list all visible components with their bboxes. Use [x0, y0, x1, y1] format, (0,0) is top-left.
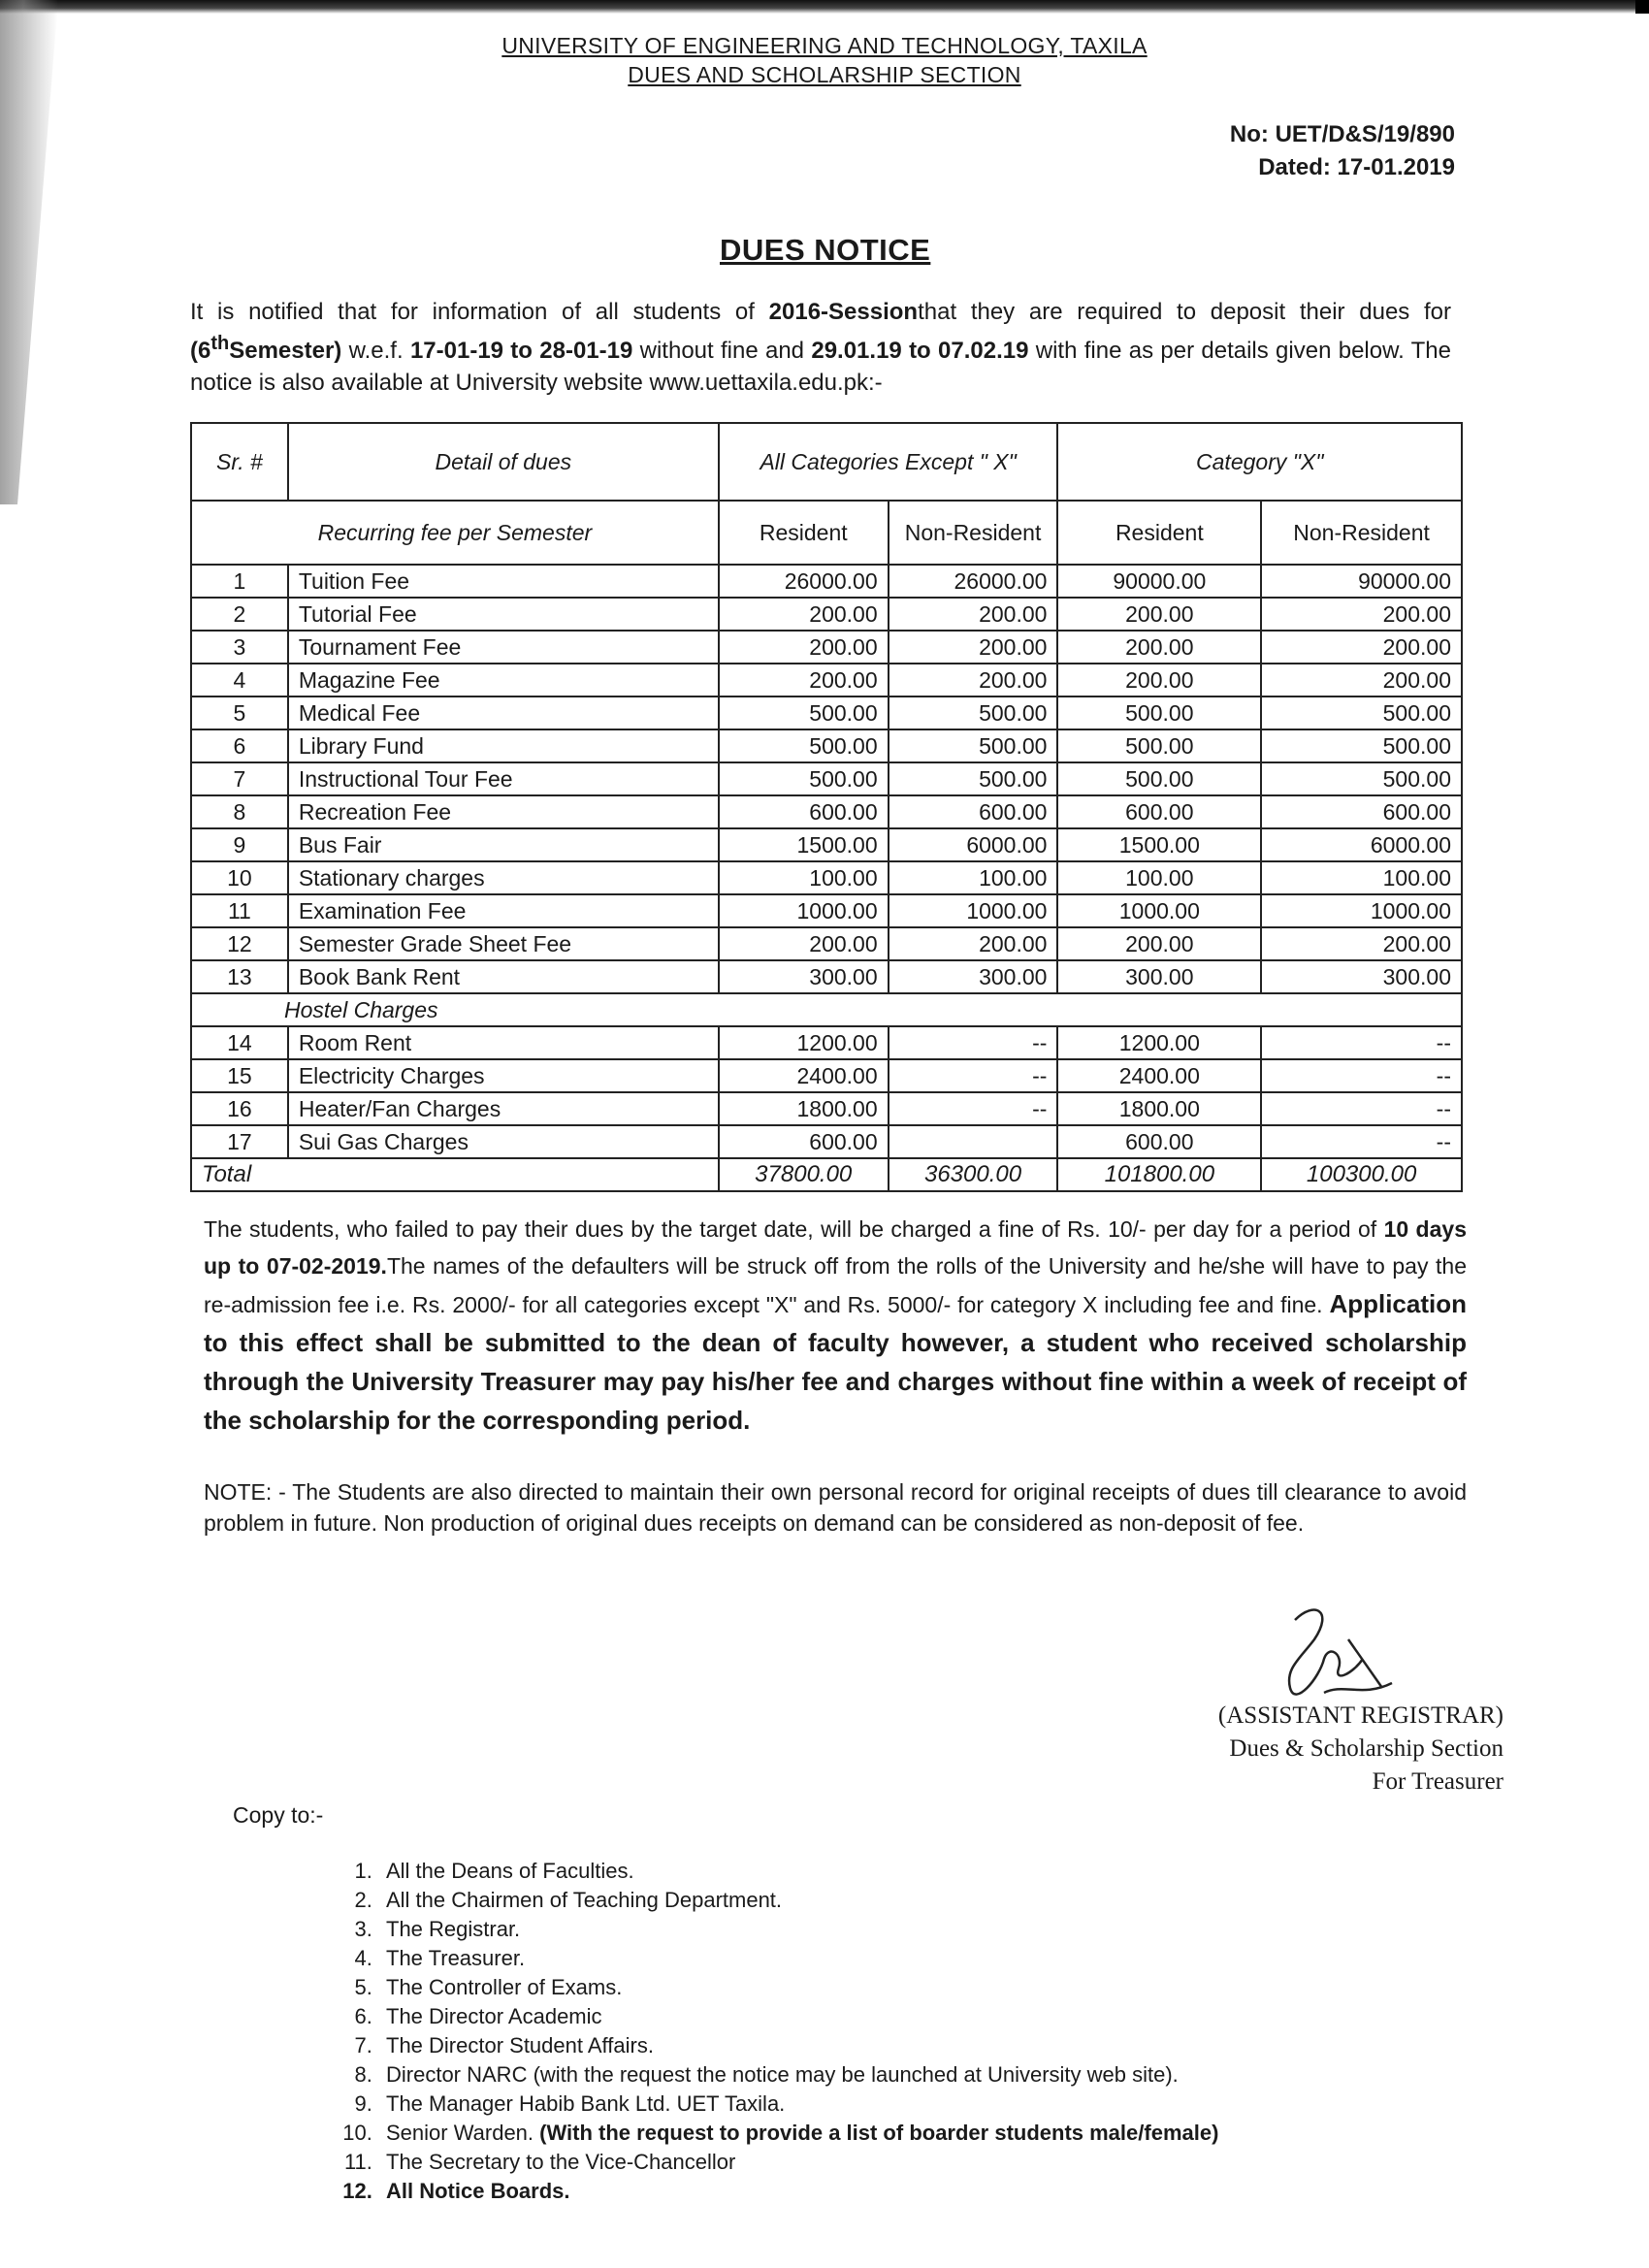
x-non-resident-header: Non-Resident: [1261, 501, 1462, 565]
row-x-resident: 200.00: [1057, 927, 1261, 960]
row-all-resident: 200.00: [719, 664, 889, 697]
row-all-resident: 500.00: [719, 729, 889, 762]
all-resident-header: Resident: [719, 501, 889, 565]
row-all-resident: 1200.00: [719, 1026, 889, 1059]
row-fee-name: Stationary charges: [288, 861, 719, 894]
semester-open: (6: [190, 338, 211, 364]
row-x-resident: 200.00: [1057, 664, 1261, 697]
semester-sup: th: [210, 333, 230, 354]
row-fee-name: Recreation Fee: [288, 795, 719, 828]
copy-item: [378, 2060, 1218, 2090]
row-number: 6: [191, 729, 288, 762]
intro-text: that they are required to deposit their dues for: [918, 299, 1452, 325]
x-resident-header: Resident: [1057, 501, 1261, 565]
row-x-resident: 300.00: [1057, 960, 1261, 993]
row-fee-name: Examination Fee: [288, 894, 719, 927]
copy-item: [378, 2119, 1218, 2148]
row-fee-name: Book Bank Rent: [288, 960, 719, 993]
row-fee-name: Sui Gas Charges: [288, 1125, 719, 1158]
row-x-non-resident: --: [1261, 1026, 1462, 1059]
total-x-non-resident: 100300.00: [1261, 1158, 1462, 1191]
row-x-resident: 500.00: [1057, 762, 1261, 795]
row-all-non-resident: 500.00: [889, 762, 1058, 795]
row-all-non-resident: --: [889, 1059, 1058, 1092]
row-x-non-resident: 500.00: [1261, 729, 1462, 762]
row-fee-name: Heater/Fan Charges: [288, 1092, 719, 1125]
table-row: [191, 631, 1462, 664]
row-all-non-resident: 500.00: [889, 697, 1058, 729]
table-row: [191, 598, 1462, 631]
row-x-non-resident: 500.00: [1261, 762, 1462, 795]
scan-corner-mark: [1635, 0, 1649, 14]
row-x-resident: 1800.00: [1057, 1092, 1261, 1125]
recurring-rows: [191, 565, 1462, 993]
total-row: [191, 1158, 1462, 1191]
table-row: [191, 861, 1462, 894]
copy-item-text: All the Deans of Faculties.: [386, 1859, 634, 1883]
all-non-resident-header: Non-Resident: [889, 501, 1058, 565]
table-row: [191, 565, 1462, 598]
row-number: 2: [191, 598, 288, 631]
period-without-fine: 17-01-19 to 28-01-19: [409, 338, 633, 364]
copy-list: [325, 1857, 1218, 2206]
row-fee-name: Electricity Charges: [288, 1059, 719, 1092]
row-number: 16: [191, 1092, 288, 1125]
table-row: [191, 762, 1462, 795]
row-all-non-resident: 600.00: [889, 795, 1058, 828]
row-all-non-resident: 1000.00: [889, 894, 1058, 927]
copy-item-text: The Registrar.: [386, 1917, 521, 1941]
row-all-resident: 300.00: [719, 960, 889, 993]
row-all-non-resident: 100.00: [889, 861, 1058, 894]
intro-text: with fine as per details given below. The notice is also available at University website www.uettaxila.edu.pk:-: [190, 338, 1451, 396]
row-x-resident: 90000.00: [1057, 565, 1261, 598]
section-name: DUES AND SCHOLARSHIP SECTION: [628, 62, 1021, 87]
row-x-non-resident: --: [1261, 1092, 1462, 1125]
table-row: [191, 927, 1462, 960]
copy-item-text: The Controller of Exams.: [386, 1975, 623, 1999]
row-all-non-resident: 500.00: [889, 729, 1058, 762]
total-label: Total: [191, 1158, 719, 1191]
copy-item-text: The Director Academic: [386, 2004, 602, 2028]
row-number: 10: [191, 861, 288, 894]
row-fee-name: Magazine Fee: [288, 664, 719, 697]
fine-paragraph: [204, 1211, 1467, 1440]
row-number: 3: [191, 631, 288, 664]
copy-item-text: Director NARC (with the request the notice may be launched at University web site).: [386, 2062, 1179, 2087]
scan-top-edge: [0, 0, 1649, 14]
copy-item: [378, 2090, 1218, 2119]
row-x-non-resident: 100.00: [1261, 861, 1462, 894]
row-fee-name: Tournament Fee: [288, 631, 719, 664]
table-row: [191, 1092, 1462, 1125]
row-number: 17: [191, 1125, 288, 1158]
row-all-resident: 1000.00: [719, 894, 889, 927]
signer-block: [1218, 1700, 1504, 1798]
row-fee-name: Tuition Fee: [288, 565, 719, 598]
header-category-x: Category "X": [1057, 423, 1462, 501]
row-x-non-resident: --: [1261, 1059, 1462, 1092]
signer-section: Dues & Scholarship Section: [1229, 1735, 1504, 1762]
recurring-label: Recurring fee per Semester: [191, 501, 719, 565]
note-paragraph: NOTE: - The Students are also directed to maintain their own personal record for original receipts of dues till clearance to avoid problem in future. Non production of original dues receipts on demand can be considered as non-deposit of fee.: [204, 1479, 1467, 1536]
row-all-resident: 2400.00: [719, 1059, 889, 1092]
table-subheader-row: [191, 501, 1462, 565]
row-number: 5: [191, 697, 288, 729]
copy-to-label: Copy to:-: [233, 1802, 324, 1828]
row-all-non-resident: 200.00: [889, 631, 1058, 664]
row-all-resident: 600.00: [719, 795, 889, 828]
row-all-resident: 500.00: [719, 697, 889, 729]
university-name: UNIVERSITY OF ENGINEERING AND TECHNOLOGY, TAXILA: [501, 33, 1148, 58]
row-x-non-resident: 200.00: [1261, 927, 1462, 960]
row-all-resident: 1800.00: [719, 1092, 889, 1125]
table-header-row: [191, 423, 1462, 501]
row-x-non-resident: 1000.00: [1261, 894, 1462, 927]
table-row: [191, 894, 1462, 927]
row-all-resident: 200.00: [719, 598, 889, 631]
row-number: 4: [191, 664, 288, 697]
hostel-section-row: [191, 993, 1462, 1026]
row-x-non-resident: 6000.00: [1261, 828, 1462, 861]
intro-text: w.e.f.: [341, 338, 410, 364]
row-x-resident: 600.00: [1057, 795, 1261, 828]
copy-item-text: The Director Student Affairs.: [386, 2033, 654, 2057]
row-x-non-resident: 200.00: [1261, 664, 1462, 697]
row-x-non-resident: 600.00: [1261, 795, 1462, 828]
row-x-resident: 100.00: [1057, 861, 1261, 894]
row-x-resident: 500.00: [1057, 729, 1261, 762]
semester-label: [190, 333, 342, 364]
copy-item: [378, 2148, 1218, 2177]
table-row: [191, 1026, 1462, 1059]
total-x-resident: 101800.00: [1057, 1158, 1261, 1191]
copy-item-text: The Manager Habib Bank Ltd. UET Taxila.: [386, 2091, 786, 2116]
intro-text: It is notified that for information of all students of: [190, 299, 769, 325]
copy-item-text: All Notice Boards.: [386, 2179, 570, 2203]
row-fee-name: Tutorial Fee: [288, 598, 719, 631]
row-number: 7: [191, 762, 288, 795]
total-all-resident: 37800.00: [719, 1158, 889, 1191]
row-fee-name: Instructional Tour Fee: [288, 762, 719, 795]
row-number: 15: [191, 1059, 288, 1092]
reference-block: [1230, 118, 1455, 184]
table-row: [191, 1059, 1462, 1092]
copy-item: [378, 1915, 1218, 1944]
row-x-resident: 600.00: [1057, 1125, 1261, 1158]
scan-left-shadow: [0, 0, 58, 504]
row-fee-name: Medical Fee: [288, 697, 719, 729]
table-row: [191, 729, 1462, 762]
row-all-resident: 26000.00: [719, 565, 889, 598]
row-all-non-resident: 200.00: [889, 598, 1058, 631]
row-all-non-resident: [889, 1125, 1058, 1158]
row-fee-name: Library Fund: [288, 729, 719, 762]
row-x-resident: 200.00: [1057, 631, 1261, 664]
period-with-fine: 29.01.19 to 07.02.19: [811, 338, 1029, 364]
dues-table: [190, 422, 1463, 1192]
header-sr: Sr. #: [191, 423, 288, 501]
copy-item: [378, 1973, 1218, 2002]
row-x-resident: 1200.00: [1057, 1026, 1261, 1059]
row-x-resident: 500.00: [1057, 697, 1261, 729]
session-label: 2016-Session: [768, 299, 919, 325]
row-all-non-resident: 6000.00: [889, 828, 1058, 861]
row-x-resident: 1000.00: [1057, 894, 1261, 927]
copy-item: [378, 2002, 1218, 2031]
table-row: [191, 828, 1462, 861]
row-x-non-resident: 200.00: [1261, 631, 1462, 664]
copy-item: [378, 1944, 1218, 1973]
hostel-rows: [191, 1026, 1462, 1158]
header-all-categories: All Categories Except " X": [719, 423, 1058, 501]
total-all-non-resident: 36300.00: [889, 1158, 1058, 1191]
table-row: [191, 960, 1462, 993]
row-number: 12: [191, 927, 288, 960]
row-x-resident: 2400.00: [1057, 1059, 1261, 1092]
row-number: 1: [191, 565, 288, 598]
fine-text: The names of the defaulters will be struck off from the rolls of the University and he/she will have to pay the re-admission fee i.e. Rs. 2000/- for all categories except "X" and Rs. 5000/- for category X including fee and fine.: [204, 1253, 1467, 1317]
copy-item: [378, 1857, 1218, 1886]
table-row: [191, 1125, 1462, 1158]
row-all-non-resident: 300.00: [889, 960, 1058, 993]
reference-number: No: UET/D&S/19/890: [1229, 121, 1455, 147]
copy-item: [378, 2031, 1218, 2060]
copy-item-text: The Secretary to the Vice-Chancellor: [386, 2150, 736, 2174]
row-number: 14: [191, 1026, 288, 1059]
fine-deadline: 10 days up to 07-02-2019.: [204, 1216, 1467, 1279]
row-all-non-resident: --: [889, 1092, 1058, 1125]
notice-title: DUES NOTICE: [720, 233, 931, 267]
row-all-resident: 200.00: [719, 631, 889, 664]
row-all-non-resident: 26000.00: [889, 565, 1058, 598]
row-x-non-resident: 200.00: [1261, 598, 1462, 631]
row-number: 8: [191, 795, 288, 828]
fine-text: The students, who failed to pay their dues by the target date, will be charged a fine of Rs. 10/- per day for a period of: [204, 1216, 1384, 1242]
row-all-resident: 100.00: [719, 861, 889, 894]
row-all-resident: 1500.00: [719, 828, 889, 861]
row-fee-name: Room Rent: [288, 1026, 719, 1059]
row-x-non-resident: 500.00: [1261, 697, 1462, 729]
row-number: 11: [191, 894, 288, 927]
row-x-resident: 200.00: [1057, 598, 1261, 631]
intro-paragraph: [190, 296, 1451, 399]
copy-item-text: All the Chairmen of Teaching Department.: [386, 1888, 783, 1912]
copy-item: [378, 2177, 1218, 2206]
table-row: [191, 795, 1462, 828]
row-x-non-resident: --: [1261, 1125, 1462, 1158]
row-all-resident: 600.00: [719, 1125, 889, 1158]
row-all-resident: 200.00: [719, 927, 889, 960]
signer-title: (ASSISTANT REGISTRAR): [1217, 1702, 1504, 1729]
header-detail: Detail of dues: [288, 423, 719, 501]
copy-item: [378, 1886, 1218, 1915]
hostel-label: Hostel Charges: [191, 993, 1462, 1026]
row-x-resident: 1500.00: [1057, 828, 1261, 861]
intro-text: without fine and: [632, 338, 812, 364]
row-fee-name: Bus Fair: [288, 828, 719, 861]
table-row: [191, 664, 1462, 697]
table-row: [191, 697, 1462, 729]
row-x-non-resident: 90000.00: [1261, 565, 1462, 598]
row-number: 9: [191, 828, 288, 861]
copy-item-text: Senior Warden.: [386, 2121, 534, 2145]
row-x-non-resident: 300.00: [1261, 960, 1462, 993]
scholarship-clause: Application to this effect shall be submitted to the dean of faculty however, a student who received scholarship through the University Treasurer may pay his/her fee and charges without fine within a week of receipt of the scholarship for the corresponding period.: [204, 1289, 1467, 1435]
row-fee-name: Semester Grade Sheet Fee: [288, 927, 719, 960]
semester-close: Semester): [229, 338, 342, 364]
row-all-non-resident: --: [889, 1026, 1058, 1059]
row-all-non-resident: 200.00: [889, 664, 1058, 697]
letterhead: [388, 31, 1261, 89]
copy-item-request: (With the request to provide a list of boarder students male/female): [534, 2121, 1219, 2145]
signer-for: For Treasurer: [1372, 1768, 1504, 1795]
copy-item-text: The Treasurer.: [386, 1946, 526, 1970]
notice-date: Dated: 17-01.2019: [1258, 154, 1455, 180]
row-all-non-resident: 200.00: [889, 927, 1058, 960]
row-all-resident: 500.00: [719, 762, 889, 795]
row-number: 13: [191, 960, 288, 993]
